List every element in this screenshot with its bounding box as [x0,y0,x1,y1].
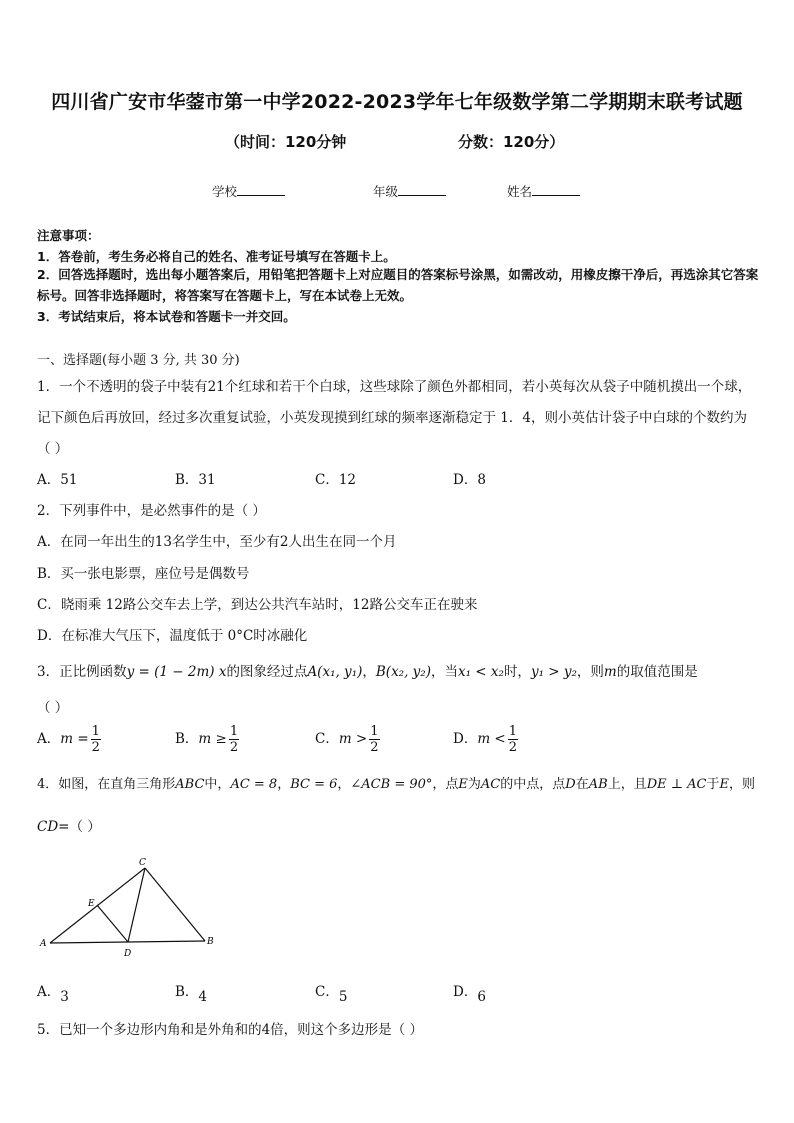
label-e: E [88,899,95,909]
q3-option-b-expr: m ≥ [198,731,227,747]
fraction-numerator: 1 [370,724,379,739]
fraction-denominator: 2 [229,740,239,755]
notice-item-2: 2．回答选择题时，选出每小题答案后，用铅笔把答题卡上对应题目的答案标号涂黑，如需改动，用橡皮擦干净后，再选涂其它答案标号。回答非选择题时，将答案写在答题卡上，写在本试卷上无效。 [37,267,759,303]
q4-text-2: 中， [204,777,231,792]
q2-option-d: D．在标准大气压下，温度低于 0°C时冰融化 [37,628,308,644]
school-label: 学校 [212,184,238,199]
grade-label: 年级 [373,184,399,199]
exam-time: （时间：120分钟 [225,133,347,151]
q4-bc-length: BC = 6 [290,777,338,792]
label-a: A [40,939,47,949]
q4-text-1: 4．如图，在直角三角形 [37,777,176,792]
q4-option-d-value: 6 [477,989,486,1005]
school-blank [237,183,285,196]
q4-option-a-value: 3 [60,989,69,1005]
q4-angle: ∠ACB = 90° [350,777,433,792]
q2-option-c: C．晓雨乘 12路公交车去上学，到达公共汽车站时，12路公交车正在驶来 [37,597,478,613]
q4-option-b-label: B． [175,984,199,1000]
q3-text-6: 的取值范围是 [616,664,698,680]
fraction [91,724,101,755]
q4-triangle: ABC [175,777,205,792]
q4-segment-cd: CD [37,819,59,835]
fraction [229,724,239,755]
q3-cond-y: y₁ > y₂ [530,664,577,680]
notice-item-3: 3．考试结束后，将本试卷和答题卡一并交回。 [37,309,296,324]
q4-comma: ， [337,777,351,792]
q4-text-9: ，则 [728,777,755,792]
q3-option-a-expr: m = [60,731,89,747]
notice-heading: 注意事项： [37,228,100,243]
q4-comma: ， [277,777,291,792]
fraction-numerator: 1 [91,724,100,739]
name-label: 姓名 [507,184,533,199]
question-5: 5．已知一个多边形内角和是外角和的4倍，则这个多边形是（ ） [37,1022,423,1038]
notice-item-1: 1．答卷前，考生务必将自己的姓名、准考证号填写在答题卡上。 [37,249,396,264]
question-4 [37,773,755,792]
q1-option-a: A．51 [37,472,78,488]
q3-option-c [315,724,380,755]
q4-text-5: 的中点，点 [500,777,566,792]
name-field [507,182,580,200]
fraction [369,724,379,755]
q4-option-d [453,980,486,1005]
q3-option-b [175,724,239,755]
q4-option-c [315,980,348,1005]
q3-sep: ， [362,664,376,680]
segment-de [97,905,128,942]
q3-option-c-expr: m > [338,731,368,747]
q4-text-6: 在 [575,777,589,792]
q1-option-b: B．31 [175,472,216,488]
q4-segment-ac: AC [480,777,501,792]
q4-point-d: D [565,777,576,792]
q4-option-b-value: 4 [198,989,208,1005]
fraction-numerator: 1 [508,724,518,739]
q3-option-c-label: C． [315,731,339,747]
fraction-denominator: 2 [508,740,518,755]
section-heading: 一、选择题(每小题 3 分, 共 30 分) [37,353,240,368]
label-c: C [139,858,146,868]
q4-ask [37,815,101,835]
q4-point-e: E [458,777,468,792]
q4-segment-ab: AB [588,777,608,792]
exam-title: 四川省广安市华蓥市第一中学2022-2023学年七年级数学第二学期期末联考试题 [51,91,743,113]
grade-blank [398,183,446,196]
name-blank [532,183,580,196]
q4-text-8: 于 [706,777,720,792]
label-d: D [124,949,132,959]
fraction-denominator: 2 [370,740,379,755]
q3-bracket: （ ） [37,700,69,716]
q3-text-5: ，则 [576,664,604,680]
question-3 [37,660,698,680]
q3-option-a [37,724,101,755]
q4-text-4: 为 [467,777,481,792]
question-2: 2．下列事件中，是必然事件的是（ ） [37,503,266,519]
triangle-figure [35,855,225,965]
q3-point-a: A(x₁, y₁) [307,664,363,680]
q4-text-7: 上，且 [607,777,647,792]
q4-option-a-label: A． [37,984,61,1000]
q1-option-c: C．12 [315,472,357,488]
fraction [508,724,518,755]
q3-option-d-label: D． [453,731,478,747]
q3-text-4: 时， [503,664,531,680]
q3-text-2: 的图象经过点 [226,664,308,680]
question-1: 1．一个不透明的袋子中装有21个红球和若干个白球，这些球除了颜色外都相同，若小英每次从袋子中随机摸出一个球，记下颜色后再放回，经过多次重复试验，小英发现摸到红球的频率逐渐稳定于 1．4，则小英估计袋子中白球的个数约为（ ） [37,379,752,457]
q4-perpendicular: DE ⊥ AC [646,777,707,792]
q3-option-d [453,724,518,755]
q3-cond-x: x₁ < x₂ [457,664,504,680]
fraction-denominator: 2 [91,740,100,755]
school-field [212,182,285,200]
q4-option-c-label: C． [315,984,339,1000]
segment-bc [145,868,205,941]
q2-option-a: A．在同一年出生的13名学生中，至少有2人出生在同一个月 [37,534,397,550]
q4-option-b [175,980,208,1005]
q1-option-d: D．8 [453,472,486,488]
label-b: B [207,937,214,947]
q4-text-3: ，点 [432,777,459,792]
q3-point-b: B(x₂, y₂) [375,664,431,680]
q3-function: y = (1 − 2m) x [126,664,227,680]
q2-option-b: B．买一张电影票，座位号是偶数号 [37,566,250,582]
q3-var-m: m [603,664,617,680]
q3-text-3: ，当 [430,664,458,680]
fraction-numerator: 1 [229,724,239,739]
exam-score: 分数：120分） [458,133,565,151]
q3-option-b-label: B． [175,731,199,747]
q4-option-c-value: 5 [338,989,348,1005]
q4-option-a [37,980,69,1005]
q4-ac-length: AC = 8 [230,777,278,792]
q3-text-1: 3．正比例函数 [37,664,127,680]
q3-option-a-label: A． [37,731,61,747]
q3-option-d-expr: m < [477,731,506,747]
q4-text-10: =（ ） [58,819,101,835]
q4-point-e: E [719,777,729,792]
q4-option-d-label: D． [453,984,478,1000]
grade-field [373,182,446,200]
